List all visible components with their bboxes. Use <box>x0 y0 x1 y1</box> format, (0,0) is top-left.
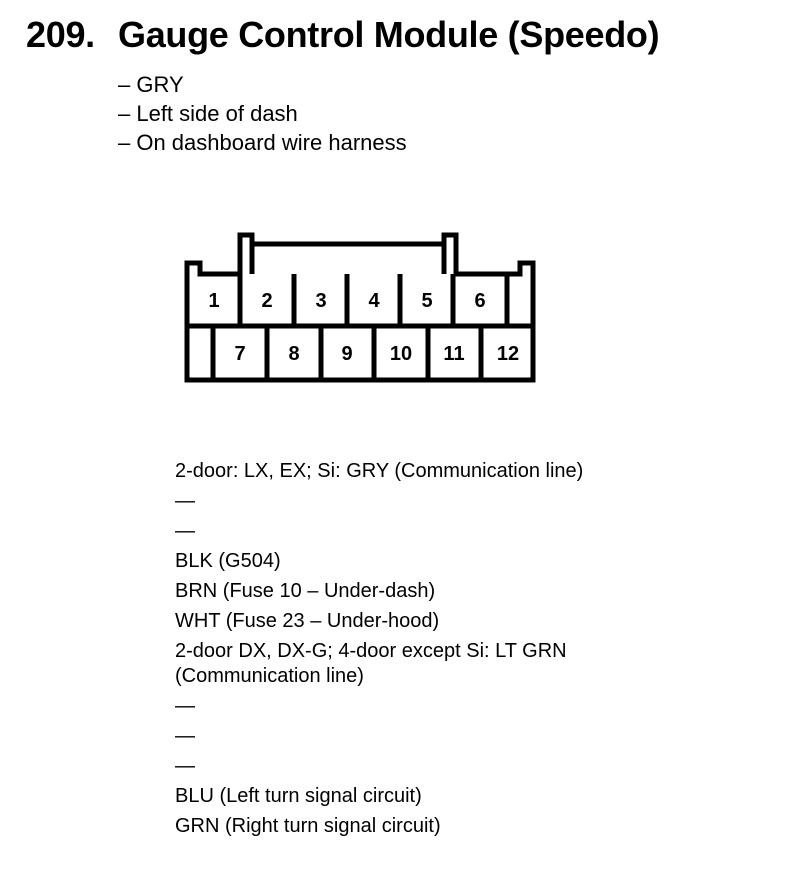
pin-description: — <box>175 755 195 777</box>
cavity-2: 2 <box>261 290 273 312</box>
note-harness: – On dashboard wire harness <box>118 130 407 155</box>
cavity-4: 4 <box>368 290 380 312</box>
pin-description: BLK (G504) <box>175 550 281 572</box>
title-text: Gauge Control Module (Speedo) <box>118 14 660 55</box>
cavity-12: 12 <box>496 343 520 365</box>
cavity-3: 3 <box>315 290 327 312</box>
cavity-11: 11 <box>443 343 465 365</box>
pin-description: 2-door: LX, EX; Si: GRY (Communication line) <box>175 460 584 482</box>
pin-description: 2-door DX, DX-G; 4-door except Si: LT GRN <box>175 640 567 662</box>
pin-description: — <box>175 490 195 512</box>
pin-description: — <box>175 695 195 717</box>
note-color: – GRY <box>118 72 184 97</box>
title-number: 209. <box>26 14 95 55</box>
cavity-9: 9 <box>341 343 353 365</box>
pin-description: BLU (Left turn signal circuit) <box>175 785 422 807</box>
connector-diagram <box>0 0 800 440</box>
pin-description: GRN (Right turn signal circuit) <box>175 815 441 837</box>
pin-description-continued: (Communication line) <box>175 665 364 687</box>
pin-description: — <box>175 520 195 542</box>
cavity-8: 8 <box>288 343 300 365</box>
pin-description: — <box>175 725 195 747</box>
cavity-6: 6 <box>474 290 486 312</box>
pin-description: WHT (Fuse 23 – Under-hood) <box>175 610 440 632</box>
cavity-1: 1 <box>208 290 220 312</box>
cavity-7: 7 <box>234 343 246 365</box>
note-location: – Left side of dash <box>118 101 298 126</box>
pin-description: BRN (Fuse 10 – Under-dash) <box>175 580 436 602</box>
cavity-5: 5 <box>421 290 433 312</box>
cavity-10: 10 <box>389 343 413 365</box>
